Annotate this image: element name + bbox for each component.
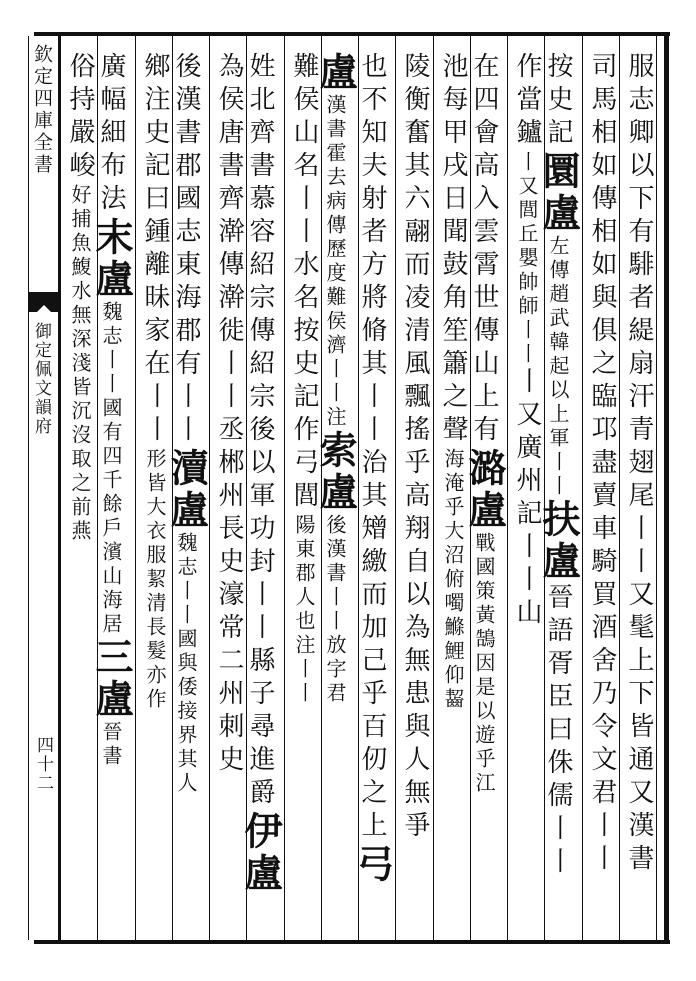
column-rule xyxy=(395,36,396,940)
text-column xyxy=(350,52,395,932)
text-column xyxy=(89,52,134,932)
column-rule xyxy=(209,36,210,940)
annotation-text: 前燕 xyxy=(68,496,92,544)
column-rule xyxy=(582,36,583,940)
column-rule xyxy=(135,36,136,940)
body-text: 廣幅細布法 xyxy=(96,52,126,217)
text-column xyxy=(288,52,317,932)
text-column xyxy=(437,52,466,932)
text-column xyxy=(213,52,242,932)
headword: 扶盧 xyxy=(536,499,581,583)
section-title: 御定佩文韻府 xyxy=(31,322,51,436)
annotation-text: 形皆大衣服絜清長髮亦作 xyxy=(143,448,167,712)
annotation-text: 陽東郡人也注丨丨 xyxy=(292,514,316,706)
headword: 圜盧 xyxy=(536,151,581,235)
body-text: 按史記 xyxy=(543,52,573,151)
body-text: 為侯唐書齊澣傳澣徙丨丨丞郴州長史濠常二州刺史 xyxy=(214,52,244,778)
text-column xyxy=(164,52,209,932)
annotation-text: 海淹乎大沼俯噣鰷鯉仰齧 xyxy=(441,448,465,712)
headword: 末盧 xyxy=(89,217,134,301)
body-text: 鄉注史記曰鍾離昧家在丨丨 xyxy=(140,52,170,448)
headword: 盧 xyxy=(313,52,358,94)
margin-left-rule xyxy=(28,36,29,940)
column-rule xyxy=(619,36,620,940)
page-frame-top-border xyxy=(34,32,670,36)
annotation-text: 晉書 xyxy=(99,721,123,769)
headword: 弓 xyxy=(350,844,395,886)
annotation-text: 漢書霍去病傳歷度難侯濟丨丨注 xyxy=(323,94,347,430)
annotation-text: 戰國策黃鵠因是以遊乎江 xyxy=(472,532,496,796)
headword: 索盧 xyxy=(313,430,358,514)
annotation-text: 後漢書丨丨放字君 xyxy=(323,514,347,706)
body-text: 難侯山名丨丨水名按史記作弓閭 xyxy=(289,52,319,514)
annotation-text: 魏志丨丨國與倭接界其人 xyxy=(174,532,198,796)
column-rule xyxy=(60,36,61,940)
text-column xyxy=(399,52,428,932)
headword: 潞盧 xyxy=(462,448,507,532)
fish-tail-notch xyxy=(34,305,54,315)
body-text: 姓北齊書慕容紹宗傳紹宗後以軍功封丨丨縣子尋進爵 xyxy=(245,52,275,811)
body-text: 司馬相如傳相如與俱之臨邛盡賣車騎買酒舍乃令文君丨丨 xyxy=(587,52,617,877)
text-column xyxy=(536,52,581,932)
text-column xyxy=(623,52,652,932)
annotation-text: 好捕魚鰒水無深淺皆沉沒取之 xyxy=(68,184,92,496)
headword: 三盧 xyxy=(89,637,134,721)
book-title: 欽定四庫全書 xyxy=(31,44,53,176)
text-column xyxy=(511,52,540,932)
body-text: 後漢書郡國志東海郡有丨丨 xyxy=(171,52,201,448)
page-frame-bottom-border xyxy=(34,940,670,944)
headword: 伊盧 xyxy=(238,811,283,895)
headword: 瀆盧 xyxy=(164,448,209,532)
text-column xyxy=(462,52,507,932)
body-text: 服志卿以下有騑者緹扇汗青翅尾丨丨又髦上下皆通又漢書 xyxy=(624,52,654,877)
page-number: 四十二 xyxy=(33,736,53,793)
column-rule xyxy=(433,36,434,940)
body-text: 也不知夫射者方將脩其丨丨治其矰繳而加己乎百仞之上 xyxy=(357,52,387,844)
body-text: 作當鑪 xyxy=(512,52,542,151)
body-text: 俗持嚴峻 xyxy=(65,52,95,184)
body-text: 晉語胥臣曰侏儒丨丨 xyxy=(543,583,573,880)
text-column xyxy=(139,52,168,932)
annotation-text: 丨又閭丘嬰帥師丨丨 xyxy=(515,151,539,367)
text-column xyxy=(64,52,93,932)
body-text: 在四會高入雲霄世傳山上有 xyxy=(469,52,499,448)
body-text: 陵衡奮其六翮而凌清風飄搖乎高翔自以為無患與人無爭 xyxy=(400,52,430,844)
page-frame-right-border xyxy=(664,32,669,944)
body-text: 丨又廣州記丨丨山 xyxy=(512,367,542,631)
page-frame-right-inner-rule xyxy=(656,36,657,940)
text-column xyxy=(313,52,358,932)
annotation-text: 左傳趙武韓起以上軍丨丨 xyxy=(546,235,570,499)
column-rule xyxy=(507,36,508,940)
column-rule xyxy=(284,36,285,940)
text-column xyxy=(238,52,283,932)
annotation-text: 魏志丨丨國有四千餘戶濱山海居 xyxy=(99,301,123,637)
text-column xyxy=(586,52,615,932)
body-text: 池每甲戌日聞鼓角笙簫之聲 xyxy=(438,52,468,448)
